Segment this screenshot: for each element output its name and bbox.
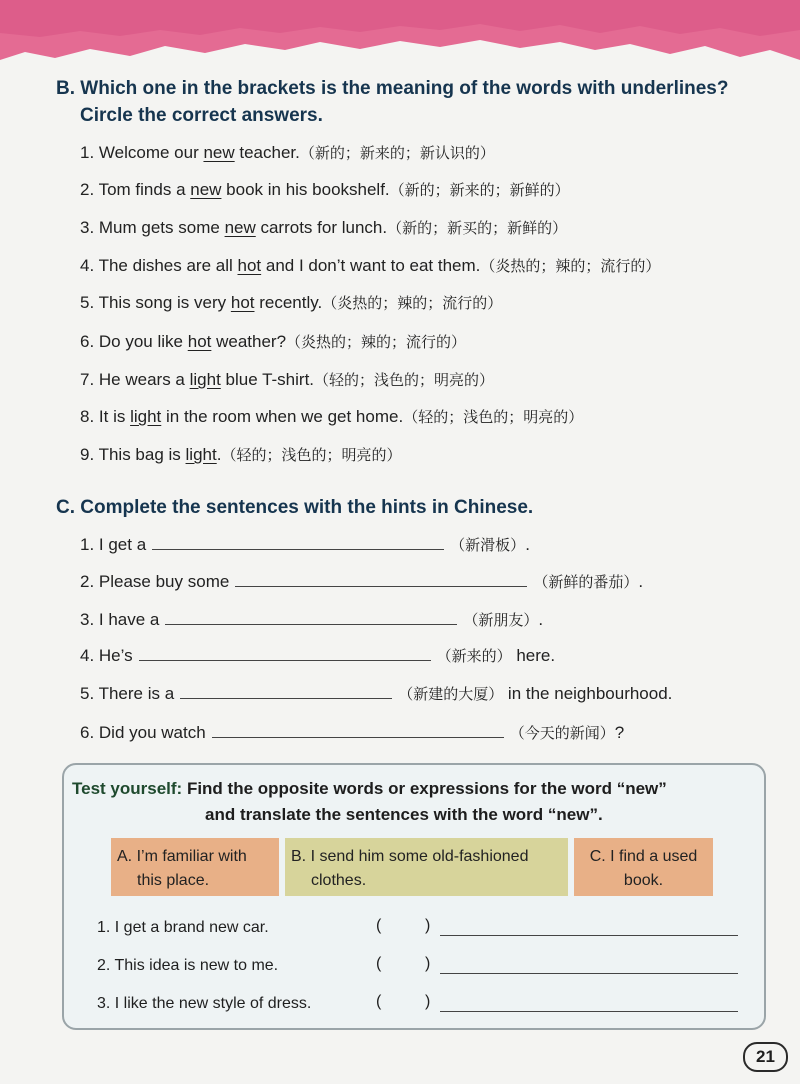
answer-paren-open[interactable]: ( — [376, 917, 382, 934]
translation-blank[interactable] — [440, 1011, 738, 1012]
section-c-title: C. Complete the sentences with the hints in Chinese. — [56, 497, 534, 518]
underlined-word: light — [130, 407, 162, 426]
underlined-word: light — [185, 445, 217, 464]
test-yourself-label: Test yourself: — [72, 779, 183, 798]
chinese-options[interactable]: （炎热的；辣的；流行的） — [480, 257, 661, 275]
answer-blank[interactable] — [235, 571, 527, 587]
decorative-banner — [0, 0, 800, 70]
underlined-word: light — [189, 370, 221, 389]
answer-blank[interactable] — [139, 645, 431, 661]
question-c-2: 2. Please buy some （新鲜的番茄）. — [80, 572, 644, 591]
underlined-word: new — [224, 218, 256, 237]
question-c-6: 6. Did you watch （今天的新闻）? — [80, 723, 625, 742]
chinese-hint: （新鲜的番茄） — [533, 573, 639, 591]
question-b-7: 7. He wears a light blue T-shirt.（轻的；浅色的；明亮的） — [80, 370, 495, 389]
answer-blank[interactable] — [165, 609, 457, 625]
chinese-options[interactable]: （炎热的；辣的；流行的） — [286, 333, 467, 351]
section-b-title: B. Which one in the brackets is the meaning of the words with underlines? Circle the correct answers. — [56, 78, 729, 126]
translation-blank[interactable] — [440, 973, 738, 974]
question-c-1: 1. I get a （新滑板）. — [80, 535, 530, 554]
option-a: A. I’m familiar with this place. — [111, 838, 279, 896]
chinese-options[interactable]: （炎热的；辣的；流行的） — [322, 294, 503, 312]
chinese-options[interactable]: （新的；新来的；新鲜的） — [389, 181, 570, 199]
translation-blank[interactable] — [440, 935, 738, 936]
question-c-4: 4. He’s （新来的） here. — [80, 646, 556, 665]
chinese-options[interactable]: （轻的；浅色的；明亮的） — [221, 446, 402, 464]
question-b-8: 8. It is light in the room when we get home.（轻的；浅色的；明亮的） — [80, 407, 584, 426]
question-b-1: 1. Welcome our new teacher.（新的；新来的；新认识的） — [80, 143, 495, 162]
answer-paren-close[interactable]: ) — [425, 955, 431, 972]
underlined-word: hot — [230, 293, 255, 312]
answer-paren-close[interactable]: ) — [425, 917, 431, 934]
chinese-options[interactable]: （轻的；浅色的；明亮的） — [403, 408, 584, 426]
option-c: C. I find a used book. — [574, 838, 713, 896]
chinese-hint: （今天的新闻） — [509, 724, 615, 742]
chinese-options[interactable]: （轻的；浅色的；明亮的） — [314, 371, 495, 389]
answer-paren-open[interactable]: ( — [376, 993, 382, 1010]
question-b-5: 5. This song is very hot recently.（炎热的；辣的；流行的） — [80, 293, 503, 312]
test-yourself-title: Test yourself: Find the opposite words or expressions for the word “new” and translate the sentences with the word “new”. — [72, 779, 667, 824]
test-sentence: 2. This idea is new to me. — [97, 957, 279, 974]
test-sentence: 1. I get a brand new car. — [97, 919, 269, 936]
question-b-3: 3. Mum gets some new carrots for lunch.（新的；新买的；新鲜的） — [80, 218, 568, 237]
answer-blank[interactable] — [212, 722, 504, 738]
underlined-word: hot — [237, 256, 262, 275]
underlined-word: new — [203, 143, 235, 162]
answer-blank[interactable] — [152, 534, 444, 550]
underlined-word: new — [190, 180, 222, 199]
chinese-hint: （新建的大厦） — [398, 685, 504, 703]
question-b-2: 2. Tom finds a new book in his bookshelf.（新的；新来的；新鲜的） — [80, 180, 570, 199]
question-b-4: 4. The dishes are all hot and I don’t want to eat them.（炎热的；辣的；流行的） — [80, 256, 661, 275]
answer-paren-close[interactable]: ) — [425, 993, 431, 1010]
question-c-5: 5. There is a （新建的大厦） in the neighbourhood. — [80, 684, 673, 703]
question-b-9: 9. This bag is light.（轻的；浅色的；明亮的） — [80, 445, 402, 464]
answer-blank[interactable] — [180, 683, 392, 699]
chinese-hint: （新来的） — [436, 647, 512, 665]
chinese-options[interactable]: （新的；新买的；新鲜的） — [387, 219, 568, 237]
page-number: 21 — [743, 1042, 788, 1072]
question-b-6: 6. Do you like hot weather?（炎热的；辣的；流行的） — [80, 332, 467, 351]
underlined-word: hot — [187, 332, 212, 351]
answer-paren-open[interactable]: ( — [376, 955, 382, 972]
test-sentence: 3. I like the new style of dress. — [97, 995, 312, 1012]
question-c-3: 3. I have a （新朋友）. — [80, 610, 544, 629]
chinese-hint: （新朋友） — [463, 611, 539, 629]
option-b: B. I send him some old-fashioned clothes. — [285, 838, 568, 896]
chinese-hint: （新滑板） — [450, 536, 526, 554]
chinese-options[interactable]: （新的；新来的；新认识的） — [299, 144, 495, 162]
